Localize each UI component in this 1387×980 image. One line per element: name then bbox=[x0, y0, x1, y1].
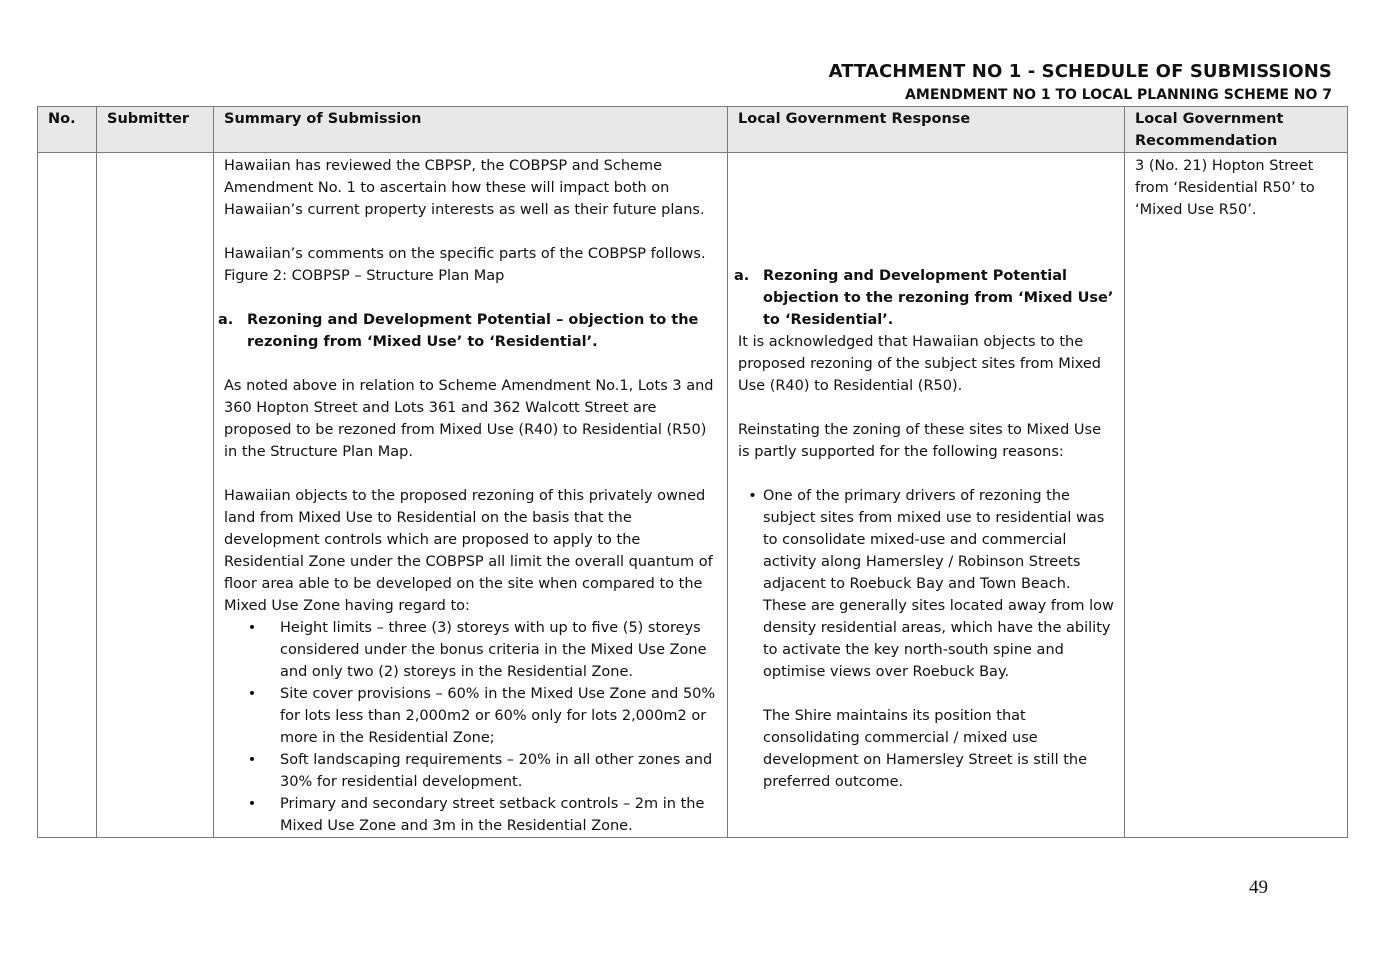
document-title: ATTACHMENT NO 1 - SCHEDULE OF SUBMISSIONS bbox=[828, 61, 1332, 82]
summary-heading bbox=[218, 309, 719, 353]
list-item-text: Primary and secondary street setback controls – 2m in the Mixed Use Zone and 3m in the Residential Zone. bbox=[280, 796, 705, 834]
page-number: 49 bbox=[1249, 877, 1268, 898]
response-bullet-list bbox=[738, 485, 1116, 683]
list-item-text: One of the primary drivers of rezoning the subject sites from mixed use to residential was to consolidate mixed-use and commercial activity along Hamersley / Robinson Streets adjacent to Roebuck Bay and Town Beach. These are generally sites located away from low density residential areas, which have the ability to activate the key north-south spine and optimise views over Roebuck Bay. bbox=[763, 488, 1114, 680]
col-header-submitter: Submitter bbox=[97, 107, 214, 153]
col-header-summary: Summary of Submission bbox=[214, 107, 728, 153]
summary-bullet-list bbox=[224, 617, 719, 837]
col-header-no: No. bbox=[38, 107, 97, 153]
list-item bbox=[224, 793, 719, 837]
summary-paragraph: Hawaiian’s comments on the specific parts of the COBPSP follows. bbox=[224, 246, 706, 262]
cell-summary bbox=[214, 153, 728, 838]
list-item bbox=[224, 683, 719, 749]
bullet-icon: • bbox=[748, 488, 757, 504]
summary-figure-caption: Figure 2: COBPSP – Structure Plan Map bbox=[224, 268, 505, 284]
summary-heading-label: a. bbox=[218, 312, 234, 328]
summary-paragraph: Hawaiian objects to the proposed rezoning of this privately owned land from Mixed Use to Residential on the basis that the development controls which are proposed to apply to the Residential Zone under the COBPSP all limit the overall quantum of floor area able to be developed on the site when compared to the Mixed Use Zone having regard to: bbox=[224, 488, 713, 614]
list-item-text: Soft landscaping requirements – 20% in all other zones and 30% for residential development. bbox=[280, 752, 713, 790]
response-heading bbox=[734, 265, 1116, 331]
cell-no bbox=[38, 153, 97, 838]
table-header-row bbox=[38, 107, 1348, 153]
bullet-icon: • bbox=[247, 620, 257, 636]
list-item bbox=[224, 749, 719, 793]
list-item-text: Site cover provisions – 60% in the Mixed Use Zone and 50% for lots less than 2,000m2 or 60% only for lots 2,000m2 or more in the Residential Zone; bbox=[280, 686, 716, 746]
cell-recommendation: 3 (No. 21) Hopton Street from ‘Residential R50’ to ‘Mixed Use R50’. bbox=[1125, 153, 1348, 838]
response-heading-label: a. bbox=[734, 268, 750, 284]
list-item bbox=[738, 485, 1116, 683]
summary-paragraph: Hawaiian has reviewed the CBPSP, the COBPSP and Scheme Amendment No. 1 to ascertain how these will impact both on Hawaiian’s current property interests as well as their future plans. bbox=[224, 158, 705, 218]
document-subtitle: AMENDMENT NO 1 TO LOCAL PLANNING SCHEME NO 7 bbox=[905, 87, 1332, 103]
response-paragraph: The Shire maintains its position that consolidating commercial / mixed use development on Hamersley Street is still the preferred outcome. bbox=[763, 708, 1088, 790]
summary-heading-text: Rezoning and Development Potential – objection to the rezoning from ‘Mixed Use’ to ‘Residential’. bbox=[247, 312, 699, 350]
bullet-icon: • bbox=[247, 796, 257, 812]
cell-submitter bbox=[97, 153, 214, 838]
submissions-table bbox=[37, 106, 1348, 838]
list-item bbox=[224, 617, 719, 683]
response-paragraph: It is acknowledged that Hawaiian objects to the proposed rezoning of the subject sites from Mixed Use (R40) to Residential (R50). bbox=[738, 334, 1102, 394]
response-heading-text: Rezoning and Development Potential objection to the rezoning from ‘Mixed Use’ to ‘Residential’. bbox=[763, 268, 1114, 328]
list-item-text: Height limits – three (3) storeys with up to five (5) storeys considered under the bonus criteria in the Mixed Use Zone and only two (2) storeys in the Residential Zone. bbox=[280, 620, 707, 680]
col-header-response: Local Government Response bbox=[728, 107, 1125, 153]
bullet-icon: • bbox=[247, 752, 257, 768]
cell-response bbox=[728, 153, 1125, 838]
bullet-icon: • bbox=[247, 686, 257, 702]
response-paragraph: Reinstating the zoning of these sites to Mixed Use is partly supported for the following reasons: bbox=[738, 422, 1101, 460]
table-row bbox=[38, 153, 1348, 838]
summary-paragraph: As noted above in relation to Scheme Amendment No.1, Lots 3 and 360 Hopton Street and Lots 361 and 362 Walcott Street are proposed to be rezoned from Mixed Use (R40) to Residential (R50) in the Structure Plan Map. bbox=[224, 378, 714, 460]
col-header-recommendation: Local Government Recommendation bbox=[1125, 107, 1348, 153]
